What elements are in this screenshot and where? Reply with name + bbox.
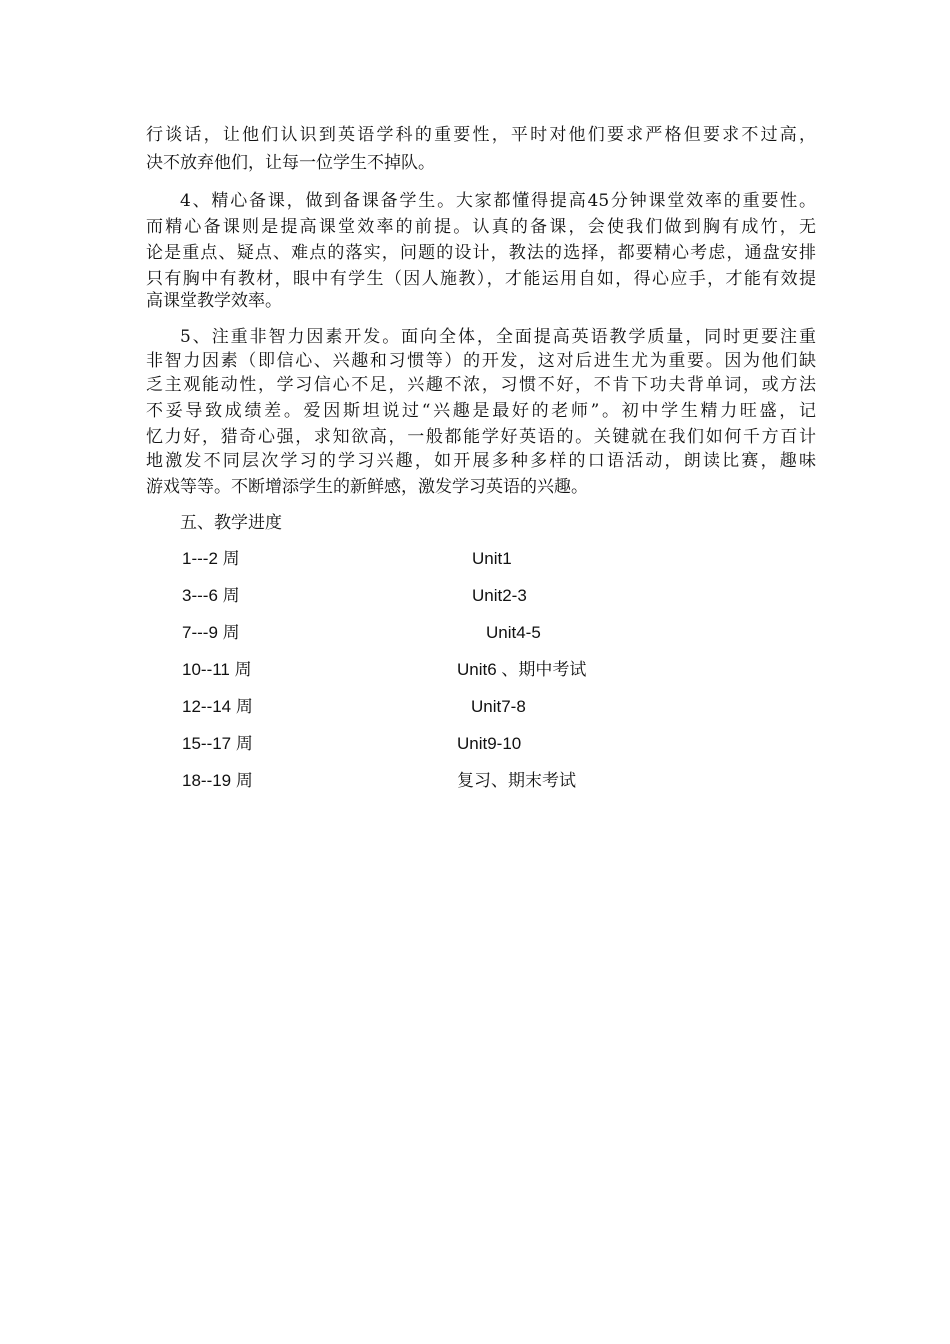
schedule-content: Unit6 、期中考试 bbox=[457, 660, 587, 679]
schedule-content: Unit9-10 bbox=[457, 734, 522, 753]
schedule-weeks: 3---6 周 bbox=[182, 586, 240, 605]
schedule-content: 复习、期末考试 bbox=[457, 771, 576, 790]
schedule-weeks: 7---9 周 bbox=[182, 623, 240, 642]
paragraph-line: 非智力因素（即信心、兴趣和习惯等）的开发，这对后进生尤为重要。因为他们缺 bbox=[146, 351, 816, 371]
paragraph-line: 只有胸中有教材，眼中有学生（因人施教），才能运用自如，得心应手，才能有效提 bbox=[146, 269, 816, 289]
schedule-weeks: 1---2 周 bbox=[182, 549, 240, 568]
paragraph-line: 忆力好，猎奇心强，求知欲高，一般都能学好英语的。关键就在我们如何千方百计 bbox=[146, 427, 816, 447]
paragraph-line: 游戏等等。不断增添学生的新鲜感，激发学习英语的兴趣。 bbox=[146, 477, 588, 497]
schedule-content: Unit2-3 bbox=[472, 586, 527, 605]
paragraph-line: 地激发不同层次学习的学习兴趣，如开展多种多样的口语活动，朗读比赛，趣味 bbox=[146, 451, 816, 471]
schedule-content: Unit4-5 bbox=[486, 623, 541, 642]
paragraph-line: 论是重点、疑点、难点的落实，问题的设计，教法的选择，都要精心考虑，通盘安排 bbox=[146, 243, 816, 263]
paragraph-line: 行谈话，让他们认识到英语学科的重要性，平时对他们要求严格但要求不过高， bbox=[146, 125, 816, 145]
paragraph-line: 高课堂教学效率。 bbox=[146, 291, 282, 311]
paragraph-line: 而精心备课则是提高课堂效率的前提。认真的备课，会使我们做到胸有成竹，无 bbox=[146, 217, 816, 237]
schedule-weeks: 10--11 周 bbox=[182, 660, 252, 679]
paragraph-line: 5、注重非智力因素开发。面向全体，全面提高英语教学质量，同时更要注重 bbox=[180, 327, 816, 347]
paragraph-line: 决不放弃他们，让每一位学生不掉队。 bbox=[146, 153, 435, 173]
paragraph-line: 不妥导致成绩差。爱因斯坦说过“兴趣是最好的老师”。初中学生精力旺盛，记 bbox=[146, 401, 816, 421]
schedule-content: Unit7-8 bbox=[471, 697, 526, 716]
schedule-weeks: 18--19 周 bbox=[182, 771, 253, 790]
paragraph-line: 4、精心备课，做到备课备学生。大家都懂得提高45分钟课堂效率的重要性。 bbox=[180, 191, 816, 211]
schedule-heading: 五、教学进度 bbox=[180, 513, 282, 533]
schedule-weeks: 12--14 周 bbox=[182, 697, 253, 716]
paragraph-line: 乏主观能动性，学习信心不足，兴趣不浓，习惯不好，不肯下功夫背单词，或方法 bbox=[146, 375, 816, 395]
schedule-content: Unit1 bbox=[472, 549, 512, 568]
schedule-weeks: 15--17 周 bbox=[182, 734, 253, 753]
